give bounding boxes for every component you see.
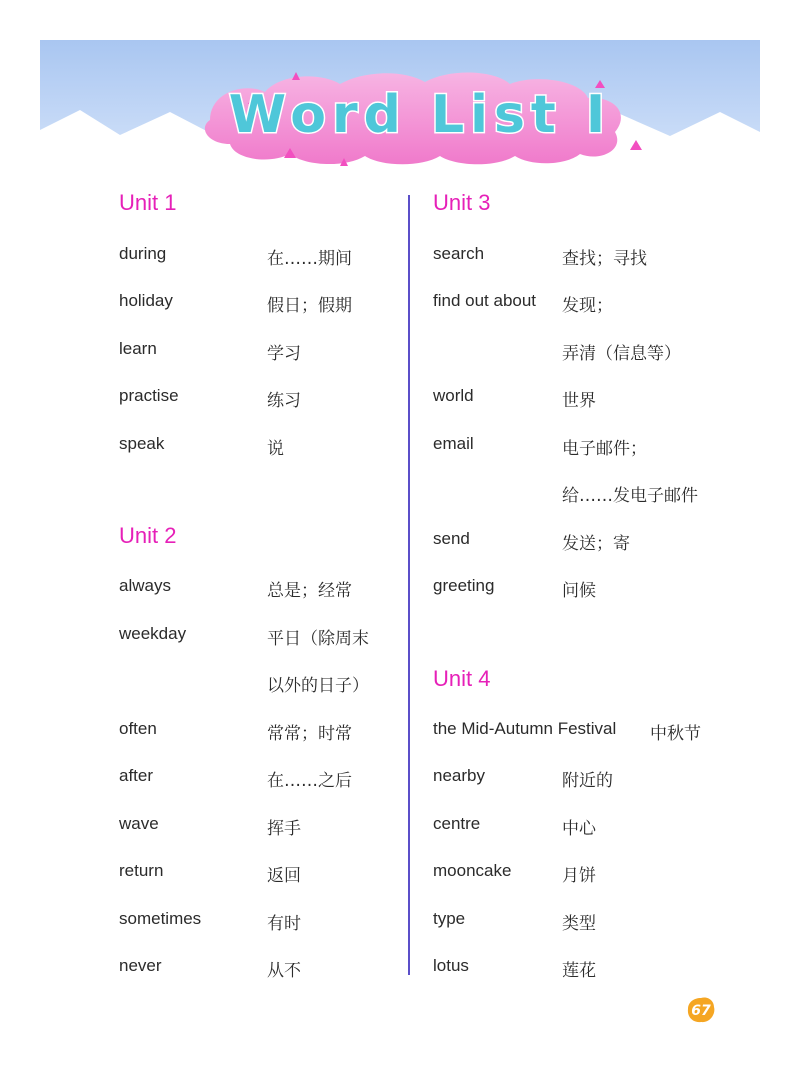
column-divider [408,195,410,975]
word-cn: 中心 [562,819,596,839]
word-en: often [119,719,157,738]
word-cn: 问候 [562,581,596,601]
word-en: send [433,529,470,548]
word-en: centre [433,814,481,833]
word-en: learn [119,339,157,358]
word-cn: 学习 [267,344,301,364]
word-cn: 返回 [267,866,301,886]
word-en: the Mid-Autumn Festival [433,719,617,738]
word-cn: 挥手 [267,819,301,839]
word-en: world [433,386,474,405]
word-cn: 月饼 [562,866,596,886]
title-banner [40,40,760,190]
word-cn: 说 [267,439,284,459]
word-en: email [433,434,474,453]
word-cn: 发送；寄 [562,534,630,554]
word-en: find out about [433,291,537,310]
word-en: weekday [119,624,187,643]
page-number: 67 [691,1003,711,1019]
word-cn: 电子邮件； [562,439,647,459]
word-cn: 在……期间 [267,249,352,269]
word-en: type [433,909,466,928]
word-en: nearby [433,766,485,785]
word-cn: 查找；寻找 [562,249,647,269]
word-en: return [119,861,164,880]
word-en: speak [119,434,165,453]
page-number-badge [686,996,716,1024]
word-cn: 练习 [267,391,301,411]
word-cn: 类型 [562,914,596,934]
word-cn: 附近的 [562,771,613,791]
word-en: greeting [433,576,495,595]
page-title: Word List I [228,85,612,145]
word-en: practise [119,386,179,405]
word-cn: 有时 [267,914,301,934]
unit-heading: Unit 1 [119,190,177,215]
word-en: during [119,244,167,263]
unit-heading: Unit 3 [433,190,491,215]
word-en: sometimes [119,909,202,928]
word-cn: 莲花 [562,961,596,981]
word-en: wave [119,814,159,833]
word-en: always [119,576,171,595]
word-en: holiday [119,291,173,310]
word-en: after [119,766,154,785]
word-cn: 平日（除周末 [267,629,369,649]
word-cn: 弄清（信息等） [562,344,681,364]
word-cn: 发现； [562,296,613,316]
title-graphic [40,40,760,190]
word-en: lotus [433,956,469,975]
word-cn: 从不 [267,961,301,981]
unit-heading: Unit 2 [119,523,177,548]
word-cn: 世界 [562,391,596,411]
word-cn: 常常；时常 [267,724,352,744]
word-en: mooncake [433,861,512,880]
word-en: search [433,244,485,263]
unit-heading: Unit 4 [433,666,491,691]
word-cn: 给……发电子邮件 [562,486,698,506]
word-cn: 中秋节 [650,724,701,744]
word-cn: 在……之后 [267,771,352,791]
word-en: never [119,956,162,975]
word-cn: 以外的日子） [267,676,369,696]
word-cn: 总是；经常 [267,581,352,601]
word-cn: 假日；假期 [267,296,352,316]
